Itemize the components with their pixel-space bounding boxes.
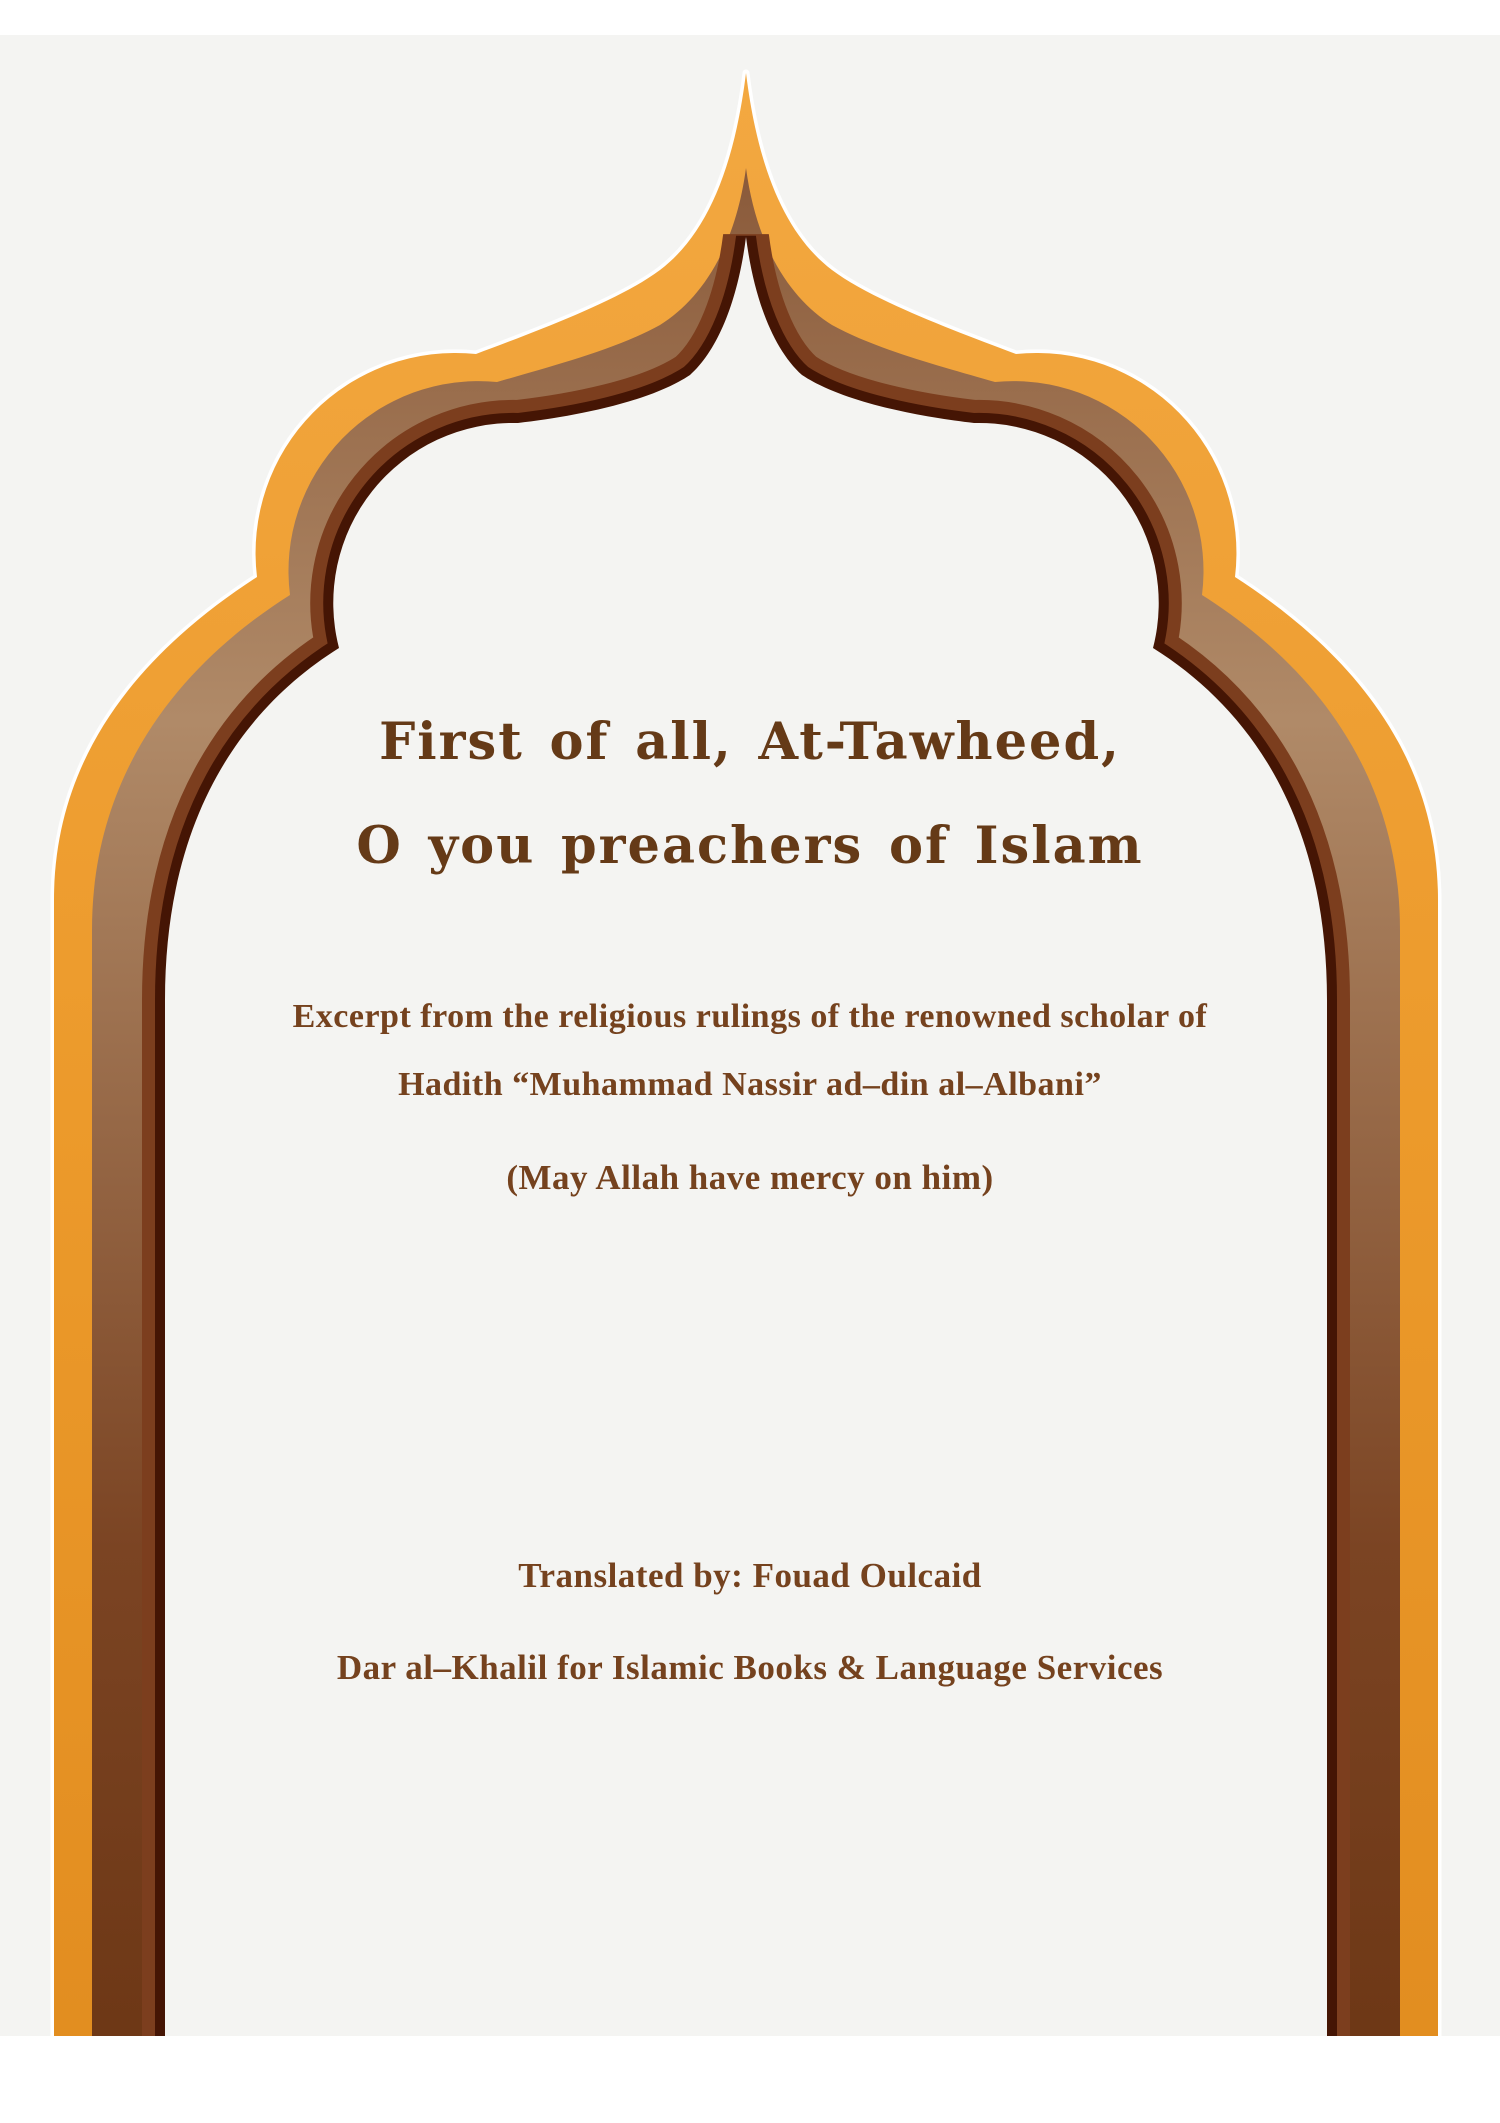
bottom-margin: [0, 2036, 1500, 2123]
mercy-line: (May Allah have mercy on him): [506, 1158, 994, 1197]
title-line-1: First of all, At-Tawheed,: [379, 712, 1121, 772]
excerpt-line-2: Hadith “Muhammad Nassir ad–din al–Albani”: [398, 1066, 1102, 1103]
title-line-2: O you preachers of Islam: [356, 816, 1144, 876]
publisher-line: Dar al–Khalil for Islamic Books & Language Services: [336, 1648, 1164, 1687]
translator-line: Translated by: Fouad Oulcaid: [518, 1556, 982, 1595]
excerpt-line-1: Excerpt from the religious rulings of the renowned scholar of: [292, 998, 1208, 1035]
top-margin: [0, 0, 1500, 35]
